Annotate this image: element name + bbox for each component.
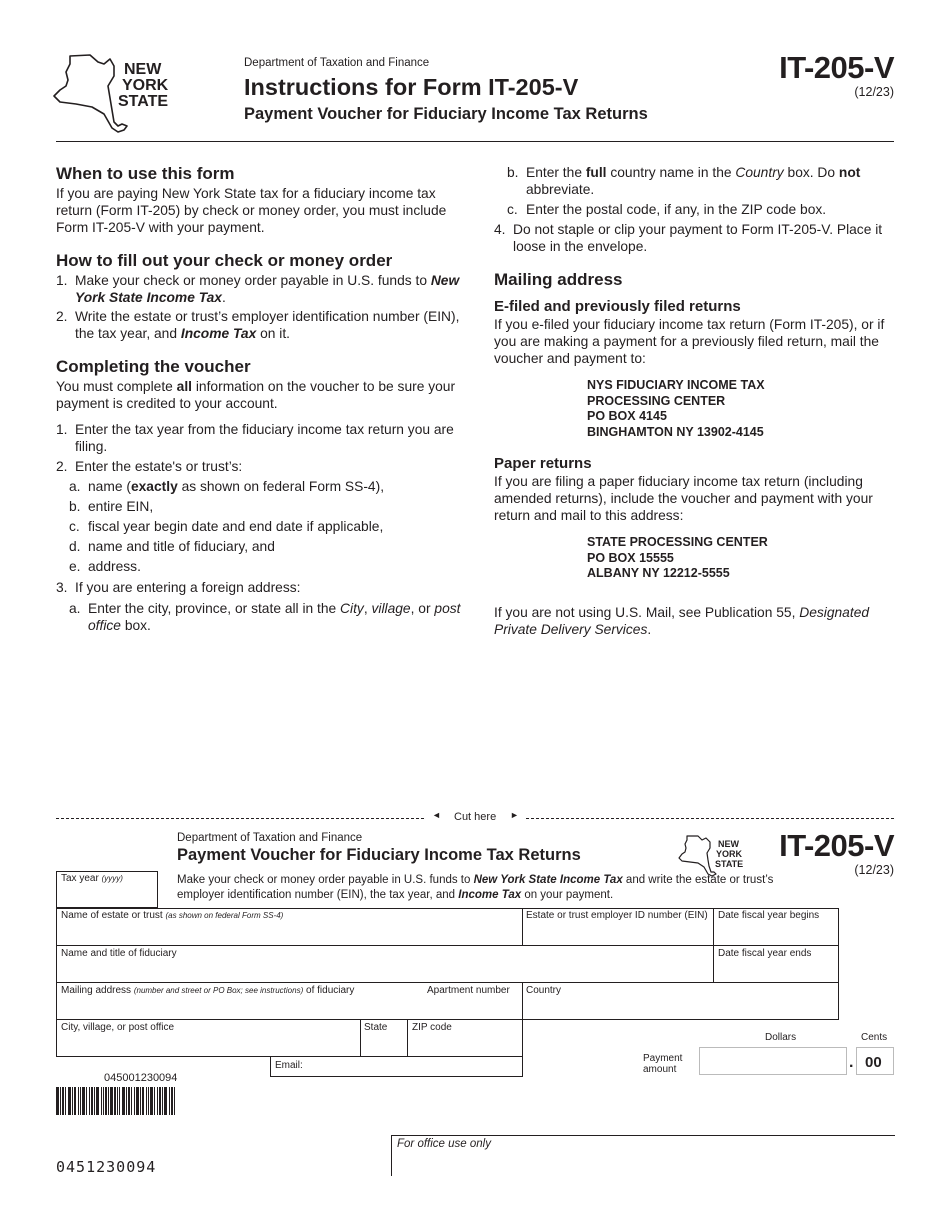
barcode-bar: [65, 1087, 66, 1115]
scan-line: 0451230094: [56, 1158, 157, 1176]
how-item-2: [56, 308, 461, 342]
step-2e: [56, 558, 461, 575]
step-2: [56, 458, 461, 475]
apartment-number-label: Apartment number: [427, 985, 510, 996]
fiscal-year-begins-field[interactable]: [713, 908, 839, 946]
barcode-bar: [142, 1087, 144, 1115]
ein-label: Estate or trust employer ID number (EIN): [526, 910, 708, 921]
tax-year-field[interactable]: [56, 871, 158, 908]
tax-year-label: [61, 873, 123, 884]
barcode-bar: [96, 1087, 99, 1115]
step-3b-mid: country name in the: [606, 165, 736, 180]
cut-arrow-right-icon: ►: [510, 810, 519, 820]
barcode-bar: [146, 1087, 147, 1115]
tax-year-label-text: Tax year: [61, 873, 99, 884]
barcode-bar: [91, 1087, 93, 1115]
step-3c: [494, 201, 896, 218]
step-3: [56, 579, 461, 596]
step-3a-village: village: [371, 601, 411, 616]
efiled-address-line: NYS FIDUCIARY INCOME TAX: [587, 378, 765, 392]
step-2e-text: address.: [88, 559, 141, 574]
list-number: 2.: [56, 309, 68, 324]
paper-address: [494, 535, 896, 582]
efiled-address-line: BINGHAMTON NY 13902-4145: [587, 424, 764, 439]
fiscal-year-ends-label: Date fiscal year ends: [718, 948, 812, 959]
mailing-address-label: [61, 985, 354, 996]
office-use-label: For office use only: [397, 1138, 491, 1150]
logo-small-word-new: NEW: [718, 839, 739, 849]
barcode-bar: [150, 1087, 153, 1115]
barcode-bar: [128, 1087, 130, 1115]
step-4-text: Do not staple or clip your payment to Form IT-205-V. Place it loose in the envelope.: [513, 222, 883, 254]
private-delivery-publication: Designated Private Delivery Services: [494, 604, 870, 637]
state-field[interactable]: [360, 1019, 408, 1057]
estate-name-field[interactable]: [56, 908, 523, 946]
barcode-bar: [171, 1087, 173, 1115]
step-3b-pre: Enter the: [526, 165, 586, 180]
voucher-instructions: [177, 873, 807, 902]
left-column: [56, 164, 461, 634]
barcode-bar: [89, 1087, 90, 1115]
fiscal-year-begins-label: Date fiscal year begins: [718, 910, 820, 921]
zip-code-field[interactable]: [407, 1019, 523, 1057]
mailing-address-label-post: of fiduciary: [306, 985, 355, 996]
step-2b: [56, 498, 461, 515]
barcode-bar: [94, 1087, 95, 1115]
mailing-heading: Mailing address: [494, 270, 623, 289]
step-3a-sep1: ,: [363, 601, 372, 616]
barcode-bar: [134, 1087, 135, 1115]
step-3b-not: not: [838, 165, 861, 180]
step-3b-country: Country: [735, 165, 784, 180]
list-number: 1.: [56, 273, 68, 288]
how-item-1-emphasis: New York State Income Tax: [75, 273, 460, 305]
logo-small-word-york: YORK: [716, 849, 743, 859]
completing-intro-post: information on the voucher to be sure your payment is credited to your account.: [56, 379, 456, 411]
page-subtitle: Payment Voucher for Fiduciary Income Tax Returns: [244, 105, 648, 123]
estate-name-label: [61, 910, 283, 921]
step-4: [494, 221, 896, 255]
barcode-bar: [80, 1087, 81, 1115]
barcode-bar: [60, 1087, 61, 1115]
step-3a: [56, 600, 461, 634]
barcode-bar: [159, 1087, 161, 1115]
barcode-bar: [62, 1087, 64, 1115]
barcode-bar: [157, 1087, 158, 1115]
barcode-bar: [164, 1087, 167, 1115]
barcode-bar: [86, 1087, 87, 1115]
mailing-address-field[interactable]: [56, 982, 523, 1020]
logo-small-word-state: STATE: [715, 859, 744, 869]
payment-amount-label-2: amount: [643, 1064, 677, 1075]
efiled-heading: E-filed and previously filed returns: [494, 298, 741, 315]
step-3a-post-office: post office: [88, 601, 461, 633]
step-2a-pre: name (: [88, 479, 131, 494]
voucher-title: Payment Voucher for Fiduciary Income Tax Returns: [177, 846, 581, 864]
when-text: If you are paying New York State tax for a fiduciary income tax return (Form IT-205) by check or money order, you must include Form IT-205-V with your payment.: [56, 186, 447, 235]
how-item-2-emphasis: Income Tax: [180, 326, 257, 341]
barcode-bar: [126, 1087, 127, 1115]
step-2-text: Enter the estate's or trust’s:: [75, 459, 243, 474]
list-letter: b.: [507, 165, 519, 180]
barcode: [56, 1087, 240, 1115]
payment-cents-input[interactable]: [856, 1047, 894, 1075]
list-letter: c.: [507, 202, 518, 217]
email-field[interactable]: [270, 1056, 523, 1077]
voucher-instr-post: on your payment.: [521, 888, 614, 901]
step-3a-city: City: [340, 601, 364, 616]
voucher-department: Department of Taxation and Finance: [177, 832, 363, 844]
list-number: 1.: [56, 422, 68, 437]
barcode-bar: [110, 1087, 113, 1115]
payment-dollars-input[interactable]: [699, 1047, 847, 1075]
private-delivery-note: [494, 604, 896, 638]
new-york-state-logo: [52, 52, 187, 134]
paper-address-line: ALBANY NY 12212-5555: [587, 566, 730, 580]
barcode-bar: [131, 1087, 132, 1115]
step-2b-text: entire EIN,: [88, 499, 154, 514]
fiduciary-name-field[interactable]: [56, 945, 714, 983]
completing-intro: [56, 378, 461, 412]
logo-word-york: YORK: [122, 77, 169, 94]
voucher-instr-pre: Make your check or money order payable in U.S. funds to: [177, 874, 474, 886]
step-3b: [494, 164, 896, 198]
paper-address-line: STATE PROCESSING CENTER: [587, 535, 768, 549]
step-2a: [56, 478, 461, 495]
city-field[interactable]: [56, 1019, 361, 1057]
step-2d-text: name and title of fiduciary, and: [88, 539, 275, 554]
completing-intro-bold: all: [176, 379, 193, 394]
office-use-box: [391, 1135, 895, 1176]
barcode-bar: [169, 1087, 170, 1115]
barcode-bar: [108, 1087, 109, 1115]
revision-date: (12/23): [854, 85, 894, 99]
step-3a-pre: Enter the city, province, or state all in the: [88, 601, 341, 616]
barcode-bar: [148, 1087, 149, 1115]
list-letter: a.: [69, 479, 81, 494]
private-delivery-pre: If you are not using U.S. Mail, see Publication 55,: [494, 604, 800, 620]
list-number: 3.: [56, 580, 68, 595]
mailing-address-label-text: Mailing address: [61, 985, 132, 996]
step-3a-post: box.: [120, 618, 151, 633]
step-1: [56, 421, 461, 455]
state-label: State: [364, 1022, 388, 1033]
mailing-address-hint: (number and street or PO Box; see instructions): [133, 986, 304, 995]
barcode-bar: [162, 1087, 163, 1115]
step-2a-bold: exactly: [130, 479, 178, 494]
department-name: Department of Taxation and Finance: [244, 57, 430, 69]
how-item-2-text: Write the estate or trust’s employer identification number (EIN), the tax year, and: [75, 309, 460, 341]
ein-field[interactable]: [522, 908, 714, 946]
list-letter: c.: [69, 519, 80, 534]
barcode-bar: [114, 1087, 116, 1115]
barcode-bar: [82, 1087, 85, 1115]
cut-here-label: Cut here: [454, 811, 497, 823]
email-label: Email:: [275, 1060, 303, 1071]
step-2c-text: fiscal year begin date and end date if applicable,: [88, 519, 384, 534]
barcode-bar: [119, 1087, 120, 1115]
efiled-text: If you e-filed your fiduciary income tax return (Form IT-205), or if you are making a payment for a previously filed return, mail the voucher and payment to:: [494, 317, 885, 366]
fiduciary-name-label: Name and title of fiduciary: [61, 948, 177, 959]
cents-label: Cents: [861, 1032, 888, 1043]
step-2c: [56, 518, 461, 535]
new-york-state-logo-small: [678, 834, 748, 878]
country-field[interactable]: [522, 982, 839, 1020]
form-number: IT-205-V: [779, 50, 894, 85]
step-1-text: Enter the tax year from the fiduciary income tax return you are filing.: [75, 422, 454, 454]
zip-code-label: ZIP code: [412, 1022, 452, 1033]
estate-name-label-text: Name of estate or trust: [61, 910, 163, 921]
voucher-revision-date: (12/23): [854, 863, 894, 877]
dollars-label: Dollars: [765, 1032, 797, 1043]
barcode-bar: [117, 1087, 118, 1115]
country-label: Country: [526, 985, 562, 996]
efiled-address-line: PROCESSING CENTER: [587, 393, 726, 408]
barcode-bar: [56, 1087, 59, 1115]
page-title: Instructions for Form IT-205-V: [244, 74, 579, 100]
how-heading: How to fill out your check or money order: [56, 251, 393, 270]
paper-text: If you are filing a paper fiduciary income tax return (including amended returns), include the voucher and payment with your return and mail to this address:: [494, 474, 873, 523]
voucher-instr-payee: New York State Income Tax: [473, 874, 623, 886]
payment-amount-label-1: Payment: [643, 1053, 683, 1064]
barcode-bar: [140, 1087, 141, 1115]
list-number: 4.: [494, 222, 506, 237]
barcode-bar: [122, 1087, 125, 1115]
step-3b-bold: full: [585, 165, 607, 180]
list-letter: d.: [69, 539, 81, 554]
how-item-1: [56, 272, 461, 306]
barcode-bar: [174, 1087, 175, 1115]
header-divider: [56, 141, 894, 142]
step-3b-post: abbreviate.: [526, 182, 595, 197]
list-letter: a.: [69, 601, 81, 616]
barcode-bar: [72, 1087, 73, 1115]
estate-name-hint: (as shown on federal Form SS-4): [165, 911, 284, 920]
completing-heading: Completing the voucher: [56, 357, 251, 376]
barcode-bar: [103, 1087, 104, 1115]
barcode-bar: [74, 1087, 76, 1115]
voucher-instr-income-tax: Income Tax: [458, 888, 522, 901]
cut-arrow-left-icon: ◄: [432, 810, 441, 820]
decimal-point: .: [849, 1054, 854, 1071]
city-label: City, village, or post office: [61, 1022, 175, 1033]
efiled-address: [494, 378, 896, 440]
cents-value: 00: [865, 1054, 882, 1071]
list-letter: b.: [69, 499, 81, 514]
completing-intro-pre: You must complete: [56, 379, 177, 394]
step-2d: [56, 538, 461, 555]
voucher-form-number: IT-205-V: [779, 828, 894, 863]
barcode-bar: [136, 1087, 139, 1115]
barcode-bar: [78, 1087, 79, 1115]
when-heading: When to use this form: [56, 164, 235, 183]
efiled-address-line: PO BOX 4145: [587, 409, 667, 423]
how-item-1-end: .: [221, 290, 226, 305]
how-item-2-end: on it.: [256, 326, 291, 341]
tax-year-hint: (yyyy): [101, 874, 123, 883]
private-delivery-post: .: [647, 621, 652, 637]
voucher-instr-mid: and write the estate or trust’s employer identification number (EIN), the tax year, and: [177, 874, 774, 901]
how-item-1-text: Make your check or money order payable in U.S. funds to: [75, 273, 431, 288]
cut-line-left: [56, 818, 424, 819]
logo-word-new: NEW: [124, 61, 162, 78]
fiscal-year-ends-field[interactable]: [713, 945, 839, 983]
barcode-bar: [105, 1087, 107, 1115]
barcode-bar: [68, 1087, 71, 1115]
barcode-bar: [101, 1087, 102, 1115]
cut-line-right: [526, 818, 894, 819]
step-3c-text: Enter the postal code, if any, in the ZIP code box.: [526, 202, 827, 217]
right-column: [494, 164, 896, 638]
barcode-number: 045001230094: [104, 1072, 178, 1084]
logo-word-state: STATE: [118, 93, 169, 110]
paper-address-line: PO BOX 15555: [587, 550, 674, 565]
step-2a-post: as shown on federal Form SS-4),: [177, 479, 385, 494]
step-3a-sep2: , or: [410, 601, 435, 616]
barcode-bar: [154, 1087, 155, 1115]
step-3-text: If you are entering a foreign address:: [75, 580, 301, 595]
paper-heading: Paper returns: [494, 455, 592, 472]
list-letter: e.: [69, 559, 81, 574]
step-3b-mid2: box. Do: [783, 165, 839, 180]
list-number: 2.: [56, 459, 68, 474]
